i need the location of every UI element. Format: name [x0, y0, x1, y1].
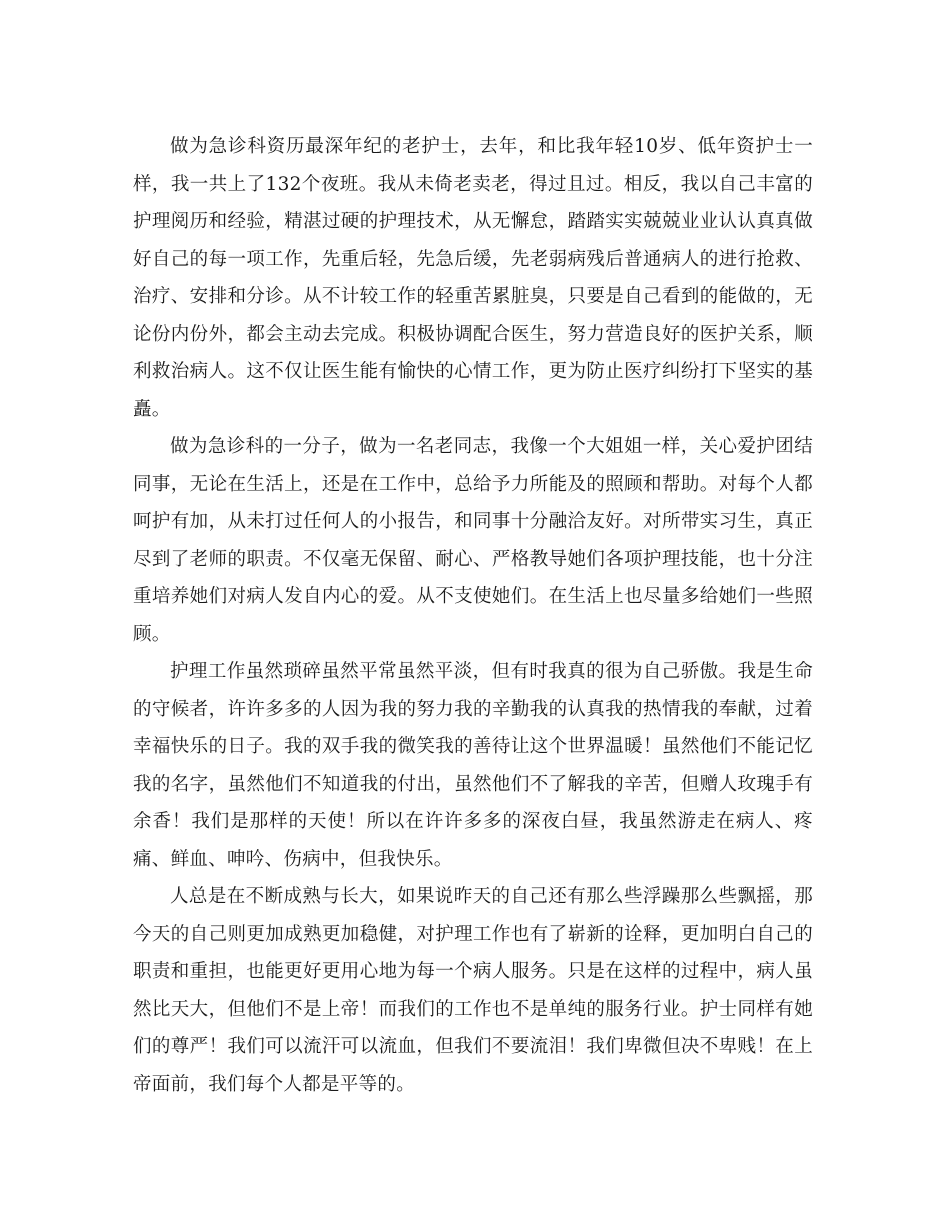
paragraph-4: 人总是在不断成熟与长大，如果说昨天的自己还有那么些浮躁那么些飘摇，那今天的自己则更加成熟更加稳健，对护理工作也有了崭新的诠释，更加明白自己的职责和重担，也能更好更用心地为每一个病人服务。只是在这样的过程中，病人虽然比天大，但他们不是上帝！而我们的工作也不是单纯的服务行业。护士同样有她们的尊严！我们可以流汗可以流血，但我们不要流泪！我们卑微但决不卑贱！在上帝面前，我们每个人都是平等的。: [133, 886, 813, 1095]
document-body: [133, 128, 813, 1103]
paragraph-1: 做为急诊科资历最深年纪的老护士，去年，和比我年轻10岁、低年资护士一样，我一共上了132个夜班。我从未倚老卖老，得过且过。相反，我以自己丰富的护理阅历和经验，精湛过硬的护理技术，从无懈怠，踏踏实实兢兢业业认认真真做好自己的每一项工作，先重后轻，先急后缓，先老弱病残后普通病人的进行抢救、治疗、安排和分诊。从不计较工作的轻重苦累脏臭，只要是自己看到的能做的，无论份内份外，都会主动去完成。积极协调配合医生，努力营造良好的医护关系，顺利救治病人。这不仅让医生能有愉快的心情工作，更为防止医疗纠纷打下坚实的基矗。: [133, 136, 813, 420]
paragraph-2: 做为急诊科的一分子，做为一名老同志，我像一个大姐姐一样，关心爱护团结同事，无论在生活上，还是在工作中，总给予力所能及的照顾和帮助。对每个人都呵护有加，从未打过任何人的小报告，和同事十分融洽友好。对所带实习生，真正尽到了老师的职责。不仅毫无保留、耐心、严格教导她们各项护理技能，也十分注重培养她们对病人发自内心的爱。从不支使她们。在生活上也尽量多给她们一些照顾。: [133, 436, 813, 645]
paragraph-3: 护理工作虽然琐碎虽然平常虽然平淡，但有时我真的很为自己骄傲。我是生命的守候者，许许多多的人因为我的努力我的辛勤我的认真我的热情我的奉献，过着幸福快乐的日子。我的双手我的微笑我的善待让这个世界温暖！虽然他们不能记忆我的名字，虽然他们不知道我的付出，虽然他们不了解我的辛苦，但赠人玫瑰手有余香！我们是那样的天使！所以在许许多多的深夜白昼，我虽然游走在病人、疼痛、鲜血、呻吟、伤病中，但我快乐。: [133, 661, 813, 870]
